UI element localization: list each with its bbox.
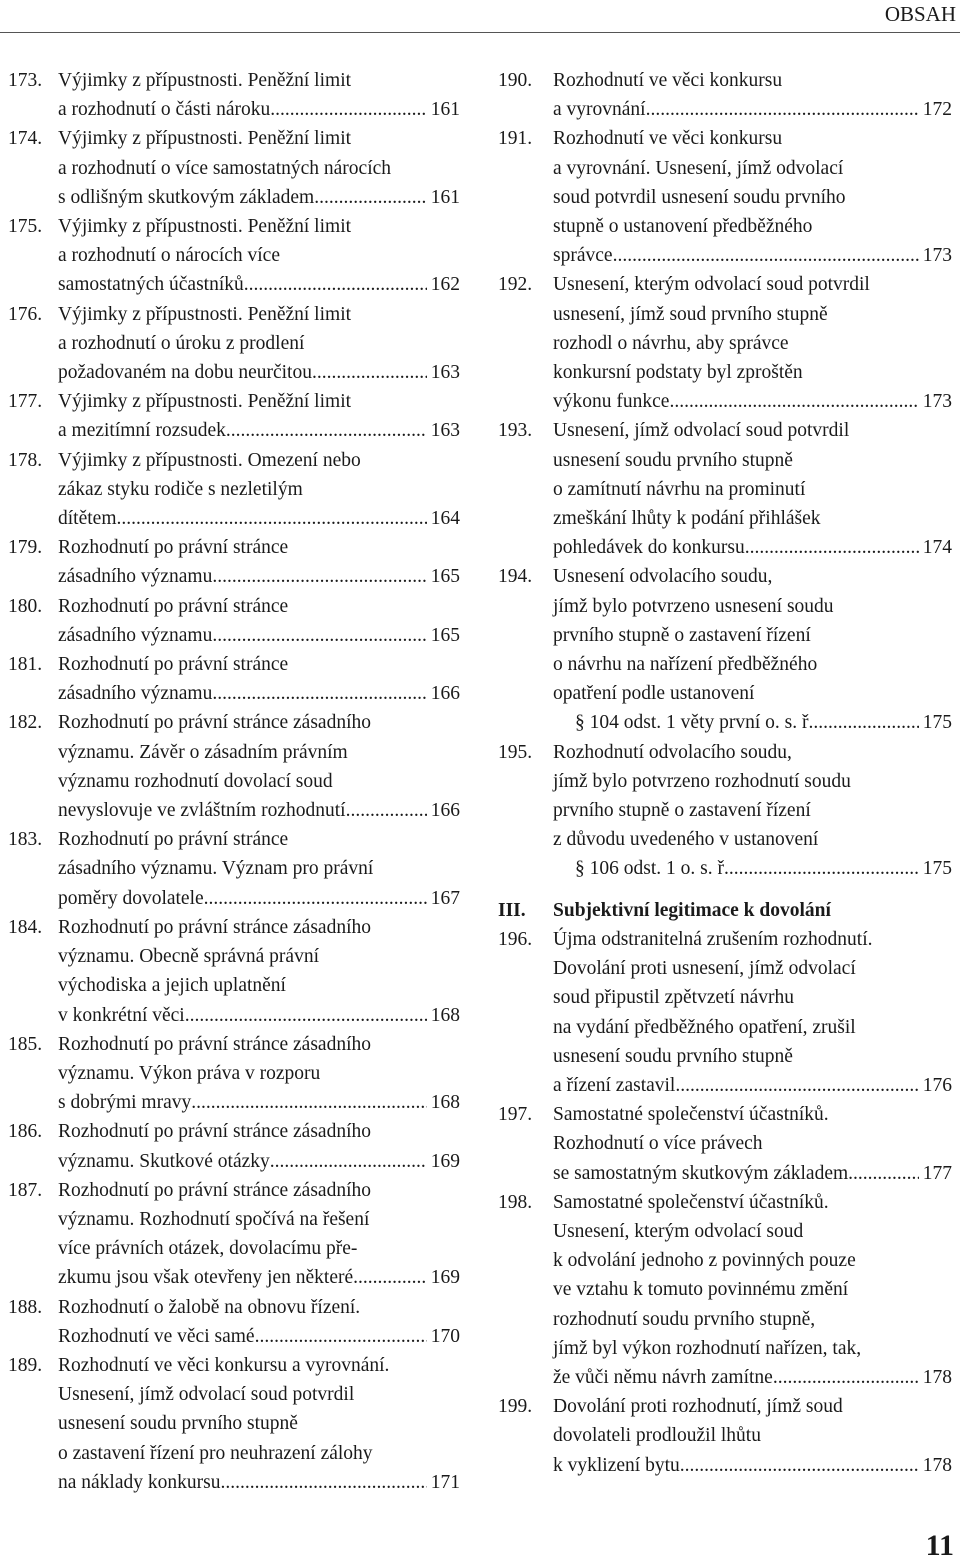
toc-entry-title: [58, 1117, 460, 1175]
toc-entry-title: [58, 387, 460, 445]
dot-leader: [212, 679, 426, 708]
toc-entry-line: rozhodnutí soudu prvního stupně,: [553, 1308, 816, 1330]
toc-entry-line: dovolateli prodloužil lhůtu: [553, 1425, 761, 1447]
toc-entry[interactable]: [498, 738, 952, 884]
toc-entry[interactable]: [498, 1100, 952, 1188]
toc-entry-line: a rozhodnutí o úroku z prodlení: [58, 332, 305, 354]
toc-entry-last-line: [553, 241, 952, 270]
toc-page-number[interactable]: 170: [430, 1325, 460, 1347]
toc-page-number[interactable]: 176: [922, 1074, 952, 1096]
toc-entry-last-line: [58, 1322, 460, 1351]
toc-entry-title: [58, 913, 460, 1030]
toc-entry-line: Usnesení, jímž odvolací soud potvrdil: [553, 420, 850, 442]
toc-entry-line: jímž byl výkon rozhodnutí nařízen, tak,: [553, 1337, 862, 1359]
toc-entry[interactable]: [8, 387, 460, 445]
toc-entry-line: na vydání předběžného opatření, zrušil: [553, 1016, 856, 1038]
toc-entry-last-line: [58, 416, 460, 445]
toc-entry-line: s odlišným skutkovým základem: [58, 186, 315, 208]
toc-entry-line: samostatných účastníků: [58, 274, 244, 296]
toc-entry-number: 179.: [8, 537, 43, 559]
toc-entry[interactable]: [8, 1351, 460, 1497]
toc-entry-line: zmeškání lhůty k podání přihlášek: [553, 508, 821, 530]
toc-entry-title: [58, 825, 460, 913]
toc-entry-last-line: [58, 1263, 460, 1292]
toc-entry-title: [553, 738, 952, 884]
toc-entry[interactable]: [8, 708, 460, 825]
toc-entry-last-line: [58, 270, 460, 299]
toc-entry-last-line: [553, 387, 952, 416]
dot-leader: [773, 1363, 919, 1392]
toc-entry-line: o zastavení řízení pro neuhrazení zálohy: [58, 1442, 373, 1464]
toc-entry-number: 195.: [498, 741, 533, 763]
toc-entry-line: významu. Skutkové otázky: [58, 1150, 270, 1172]
toc-entry-line: poměry dovolatele: [58, 887, 204, 909]
toc-entry-title: [58, 1293, 460, 1351]
toc-entry-number: 178.: [8, 449, 43, 471]
dot-leader: [226, 416, 427, 445]
toc-entry[interactable]: [8, 1030, 460, 1118]
toc-entry-last-line: [58, 358, 460, 387]
toc-page-number[interactable]: 164: [430, 508, 460, 530]
toc-entry-number: 197.: [498, 1104, 533, 1126]
toc-entry-line: a řízení zastavil: [553, 1074, 676, 1096]
toc-entry-line: Rozhodnutí po právní stránce: [58, 829, 289, 851]
toc-page-number[interactable]: 166: [430, 800, 460, 822]
toc-entry-line: usnesení soudu prvního stupně: [58, 1413, 298, 1435]
toc-entry-last-line: [58, 183, 460, 212]
toc-entry-number: 185.: [8, 1033, 43, 1055]
toc-entry-title: [553, 416, 952, 562]
toc-entry-line: Výjimky z přípustnosti. Omezení nebo: [58, 449, 361, 471]
toc-entry-last-line: [58, 621, 460, 650]
toc-entry-line: Usnesení, kterým odvolací soud: [553, 1220, 804, 1242]
toc-entry-line: prvního stupně o zastavení řízení: [553, 624, 811, 646]
toc-entry-line: Výjimky z přípustnosti. Peněžní limit: [58, 303, 352, 325]
toc-page-number[interactable]: 165: [430, 566, 460, 588]
toc-entry-last-line: [58, 1088, 460, 1117]
dot-leader: [220, 1468, 426, 1497]
toc-entry-line: východiska a jejich uplatnění: [58, 975, 286, 997]
toc-entry-last-line: [553, 533, 952, 562]
toc-entry-line: Rozhodnutí ve věci konkursu a vyrovnání.: [58, 1354, 390, 1376]
toc-entry-title: [58, 708, 460, 825]
toc-entry-title: [58, 592, 460, 650]
toc-entry-line: Rozhodnutí po právní stránce: [58, 654, 289, 676]
toc-entry[interactable]: [8, 913, 460, 1030]
toc-page-number[interactable]: 162: [430, 274, 460, 296]
toc-entry-line: nevyslovuje ve zvláštním rozhodnutí: [58, 800, 346, 822]
toc-entry-last-line: [553, 1071, 952, 1100]
toc-entry[interactable]: [8, 1293, 460, 1351]
dot-leader: [680, 1451, 919, 1480]
toc-entry-number: 189.: [8, 1354, 43, 1376]
toc-entry-line: v konkrétní věci: [58, 1004, 185, 1026]
toc-entry[interactable]: [8, 533, 460, 591]
toc-entry[interactable]: [8, 825, 460, 913]
toc-entry-line: k vyklizení bytu: [553, 1454, 680, 1476]
dot-leader: [346, 796, 427, 825]
toc-entry-title: [58, 212, 460, 300]
toc-entry-line: jímž bylo potvrzeno rozhodnutí soudu: [553, 770, 851, 792]
toc-entry-line: zákaz styku rodiče s nezletilým: [58, 478, 303, 500]
section-number: III.: [498, 899, 526, 921]
dot-leader: [270, 95, 426, 124]
toc-page-number[interactable]: 167: [430, 887, 460, 909]
toc-entry-line: Rozhodnutí po právní stránce zásadního: [58, 1121, 371, 1143]
toc-entry-line: Výjimky z přípustnosti. Peněžní limit: [58, 216, 352, 238]
toc-entry-title: [553, 1392, 952, 1480]
toc-entry-line: na náklady konkursu: [58, 1471, 221, 1493]
toc-entry-line: a vyrovnání: [553, 99, 646, 121]
toc-entry-line: Rozhodnutí o žalobě na obnovu řízení.: [58, 1296, 361, 1318]
toc-entry[interactable]: [8, 446, 460, 534]
toc-entry-line: k odvolání jednoho z povinných pouze: [553, 1250, 856, 1272]
toc-entry-line: Usnesení, kterým odvolací soud potvrdil: [553, 274, 870, 296]
toc-entry-last-line: [58, 679, 460, 708]
toc-entry-number: 181.: [8, 654, 43, 676]
toc-entry-line: z důvodu uvedeného v ustanovení: [553, 829, 819, 851]
toc-entry-line: opatření podle ustanovení: [553, 683, 755, 705]
toc-entry-last-line: [553, 1363, 952, 1392]
toc-entry-title: [553, 270, 952, 416]
toc-entry[interactable]: [498, 562, 952, 737]
toc-entry[interactable]: [498, 124, 952, 270]
toc-entry-line: Rozhodnutí po právní stránce zásadního: [58, 1033, 371, 1055]
dot-leader: [353, 1263, 427, 1292]
toc-entry-line: stupně o ustanovení předběžného: [553, 216, 813, 238]
dot-leader: [212, 621, 426, 650]
toc-entry-line: Usnesení odvolacího soudu,: [553, 566, 773, 588]
toc-entry[interactable]: [498, 416, 952, 562]
toc-entry-line: Dovolání proti rozhodnutí, jímž soud: [553, 1396, 843, 1418]
toc-page-number[interactable]: 172: [922, 99, 952, 121]
toc-entry-line: Rozhodnutí po právní stránce zásadního: [58, 712, 371, 734]
toc-entry-line: že vůči němu návrh zamítne: [553, 1366, 773, 1388]
toc-entry[interactable]: [8, 300, 460, 388]
toc-entry-line: zásadního významu: [58, 566, 213, 588]
running-header: OBSAH: [884, 2, 956, 26]
toc-entry-number: 174.: [8, 128, 43, 150]
toc-entry-line: zásadního významu: [58, 624, 213, 646]
header-rule: [0, 32, 960, 33]
toc-entry-number: 196.: [498, 928, 533, 950]
toc-entry-line: § 106 odst. 1 o. s. ř.: [575, 858, 729, 880]
toc-entry-title: [58, 66, 460, 124]
toc-entry-line: Újma odstranitelná zrušením rozhodnutí.: [553, 928, 873, 950]
dot-leader: [270, 1147, 427, 1176]
toc-entry-last-line: [58, 1001, 460, 1030]
toc-entry[interactable]: [498, 925, 952, 1100]
toc-column-left: [8, 66, 460, 1497]
toc-entry-number: 184.: [8, 916, 43, 938]
toc-entry-number: 193.: [498, 420, 533, 442]
toc-entry-line: Rozhodnutí po právní stránce zásadního: [58, 1179, 371, 1201]
toc-entry-line: zásadního významu. Význam pro právní: [58, 858, 374, 880]
toc-entry-line: správce: [553, 245, 613, 267]
dot-leader: [848, 1159, 919, 1188]
dot-leader: [675, 1071, 918, 1100]
toc-entry-last-line: [58, 95, 460, 124]
toc-entry[interactable]: [498, 1188, 952, 1392]
toc-entry-title: [553, 925, 952, 1100]
dot-leader: [255, 1322, 427, 1351]
toc-entry-number: 182.: [8, 712, 43, 734]
toc-page-number[interactable]: 174: [922, 537, 952, 559]
toc-page-number[interactable]: 169: [430, 1150, 460, 1172]
toc-entry-line: s dobrými mravy: [58, 1092, 192, 1114]
toc-entry-last-line: [553, 854, 952, 883]
toc-page-number[interactable]: 161: [430, 186, 460, 208]
toc-entry-line: a rozhodnutí o nárocích více: [58, 245, 280, 267]
toc-entry-line: Rozhodnutí ve věci konkursu: [553, 70, 783, 91]
toc-entry-line: usnesení soudu prvního stupně: [553, 449, 793, 471]
toc-entry[interactable]: [8, 66, 460, 124]
toc-page-number[interactable]: 169: [430, 1267, 460, 1289]
dot-leader: [314, 183, 427, 212]
toc-page-number[interactable]: 168: [430, 1004, 460, 1026]
toc-entry-line: a rozhodnutí o části nároku: [58, 99, 271, 121]
toc-entry[interactable]: [8, 1117, 460, 1175]
toc-entry-line: soud připustil zpětvzetí návrhu: [553, 987, 794, 1009]
toc-entry-title: [58, 124, 460, 212]
toc-entry-line: Usnesení, jímž odvolací soud potvrdil: [58, 1384, 355, 1406]
toc-page-number[interactable]: 177: [922, 1162, 952, 1184]
toc-page-number[interactable]: 165: [430, 624, 460, 646]
toc-page-number[interactable]: 171: [430, 1471, 460, 1493]
toc-entry-number: 192.: [498, 274, 533, 296]
toc-entry-number: 175.: [8, 216, 43, 238]
toc-page-number[interactable]: 163: [430, 362, 460, 384]
section-heading[interactable]: [498, 896, 952, 925]
toc-entry-number: 190.: [498, 70, 533, 91]
toc-entry-title: [58, 650, 460, 708]
toc-entry-line: Samostatné společenství účastníků.: [553, 1104, 829, 1126]
dot-leader: [729, 854, 919, 883]
toc-entry[interactable]: [8, 650, 460, 708]
dot-leader: [204, 884, 427, 913]
toc-entry-number: 180.: [8, 595, 43, 617]
toc-entry-line: Rozhodnutí o více právech: [553, 1133, 763, 1155]
toc-page-number[interactable]: 161: [430, 99, 460, 121]
toc-entry-title: [553, 66, 952, 124]
dot-leader: [669, 387, 918, 416]
toc-page-number[interactable]: 175: [922, 712, 952, 734]
toc-column-right: [498, 66, 952, 1480]
toc-entry-title: [58, 1176, 460, 1293]
toc-entry-number: 187.: [8, 1179, 43, 1201]
toc-entry[interactable]: [8, 592, 460, 650]
toc-entry-line: usnesení soudu prvního stupně: [553, 1045, 793, 1067]
toc-entry[interactable]: [8, 1176, 460, 1293]
toc-entry-line: o zamítnutí návrhu na prominutí: [553, 478, 806, 500]
toc-entry-number: 188.: [8, 1296, 43, 1318]
toc-entry-line: Výjimky z přípustnosti. Peněžní limit: [58, 391, 352, 413]
toc-entry[interactable]: [8, 124, 460, 212]
toc-entry-line: Rozhodnutí odvolacího soudu,: [553, 741, 792, 763]
toc-page-number[interactable]: 178: [922, 1366, 952, 1388]
toc-entry-title: [553, 124, 952, 270]
toc-entry-title: [58, 533, 460, 591]
toc-entry[interactable]: [498, 1392, 952, 1480]
toc-entry-line: rozhodl o návrhu, aby správce: [553, 332, 789, 354]
toc-entry-line: se samostatným skutkovým základem: [553, 1162, 849, 1184]
toc-entry-line: významu. Obecně správná právní: [58, 946, 319, 968]
toc-entry-line: významu. Rozhodnutí spočívá na řešení: [58, 1208, 370, 1230]
toc-entry-line: Rozhodnutí ve věci konkursu: [553, 128, 783, 150]
toc-entry-title: [58, 1351, 460, 1497]
toc-page-number[interactable]: 175: [922, 858, 952, 880]
toc-entry-line: více právních otázek, dovolacímu pře-: [58, 1238, 358, 1260]
toc-entry-line: významu. Závěr o zásadním právním: [58, 741, 348, 763]
toc-entry-line: a rozhodnutí o více samostatných nárocích: [58, 157, 392, 179]
toc-entry-last-line: [553, 95, 952, 124]
dot-leader: [745, 533, 919, 562]
toc-entry-number: 199.: [498, 1396, 533, 1418]
toc-page-number[interactable]: 168: [430, 1092, 460, 1114]
toc-entry-title: [553, 562, 952, 737]
toc-entry-line: Rozhodnutí ve věci samé: [58, 1325, 255, 1347]
toc-page-number[interactable]: 173: [922, 245, 952, 267]
toc-entry-line: dítětem: [58, 508, 117, 530]
toc-entry-line: a vyrovnání. Usnesení, jímž odvolací: [553, 157, 844, 179]
toc-entry-number: 186.: [8, 1121, 43, 1143]
toc-entry-line: výkonu funkce: [553, 391, 670, 413]
toc-entry-last-line: [58, 562, 460, 591]
toc-entry-line: a mezitímní rozsudek: [58, 420, 226, 442]
toc-page-number[interactable]: 166: [430, 683, 460, 705]
toc-entry-line: požadovaném na dobu neurčitou: [58, 362, 312, 384]
toc-entry-last-line: [58, 884, 460, 913]
toc-entry-last-line: [553, 1451, 952, 1480]
toc-entry-line: pohledávek do konkursu: [553, 537, 745, 559]
toc-entry-number: 198.: [498, 1191, 533, 1213]
toc-entry-title: [58, 446, 460, 534]
section-title: Subjektivní legitimace k dovolání: [553, 899, 831, 921]
dot-leader: [813, 708, 918, 737]
toc-entry-line: usnesení, jímž soud prvního stupně: [553, 303, 828, 325]
toc-page-number[interactable]: 173: [922, 391, 952, 413]
toc-entry-line: Rozhodnutí po právní stránce: [58, 537, 289, 559]
toc-entry-last-line: [58, 1468, 460, 1497]
dot-leader: [646, 95, 919, 124]
toc-entry-number: 194.: [498, 566, 533, 588]
toc-entry-line: zásadního významu: [58, 683, 213, 705]
page-number: 11: [925, 1529, 954, 1562]
dot-leader: [613, 241, 919, 270]
toc-entry-number: 191.: [498, 128, 533, 150]
dot-leader: [185, 1001, 427, 1030]
toc-entry-last-line: [553, 708, 952, 737]
toc-entry-line: o návrhu na nařízení předběžného: [553, 654, 818, 676]
toc-page-number[interactable]: 163: [430, 420, 460, 442]
toc-entry-last-line: [58, 504, 460, 533]
dot-leader: [312, 358, 427, 387]
toc-entry-line: soud potvrdil usnesení soudu prvního: [553, 186, 846, 208]
toc-page-number[interactable]: 178: [922, 1454, 952, 1476]
toc-entry-line: významu. Výkon práva v rozporu: [58, 1062, 321, 1084]
toc-entry-title: [58, 300, 460, 388]
toc-entry-line: Rozhodnutí po právní stránce zásadního: [58, 916, 371, 938]
dot-leader: [212, 562, 426, 591]
toc-entry-line: prvního stupně o zastavení řízení: [553, 800, 811, 822]
toc-entry-number: 173.: [8, 70, 43, 91]
toc-entry-line: Samostatné společenství účastníků.: [553, 1191, 829, 1213]
toc-entry-line: jímž bylo potvrzeno usnesení soudu: [553, 595, 834, 617]
toc-entry-number: 177.: [8, 391, 43, 413]
toc-entry-line: ve vztahu k tomuto povinnému změní: [553, 1279, 849, 1301]
dot-leader: [191, 1088, 427, 1117]
toc-entry-number: 183.: [8, 829, 43, 851]
toc-entry-last-line: [58, 796, 460, 825]
toc-entry-line: § 104 odst. 1 věty první o. s. ř.: [575, 712, 814, 734]
toc-entry-line: konkursní podstaty byl zproštěn: [553, 362, 803, 384]
toc-entry-line: Výjimky z přípustnosti. Peněžní limit: [58, 128, 352, 150]
dot-leader: [244, 270, 427, 299]
toc-entry-title: [58, 1030, 460, 1118]
toc-entry-number: 176.: [8, 303, 43, 325]
toc-entry[interactable]: [498, 66, 952, 124]
toc-entry-line: zkumu jsou však otevřeny jen některé: [58, 1267, 354, 1289]
toc-entry-last-line: [553, 1159, 952, 1188]
toc-entry[interactable]: [498, 270, 952, 416]
toc-entry-title: [553, 1100, 952, 1188]
toc-entry-line: Rozhodnutí po právní stránce: [58, 595, 289, 617]
dot-leader: [116, 504, 426, 533]
toc-entry-title: [553, 1188, 952, 1392]
toc-entry-line: Výjimky z přípustnosti. Peněžní limit: [58, 70, 352, 91]
toc-entry[interactable]: [8, 212, 460, 300]
toc-entry-line: významu rozhodnutí dovolací soud: [58, 770, 333, 792]
toc-entry-line: Dovolání proti usnesení, jímž odvolací: [553, 958, 856, 980]
toc-entry-last-line: [58, 1147, 460, 1176]
